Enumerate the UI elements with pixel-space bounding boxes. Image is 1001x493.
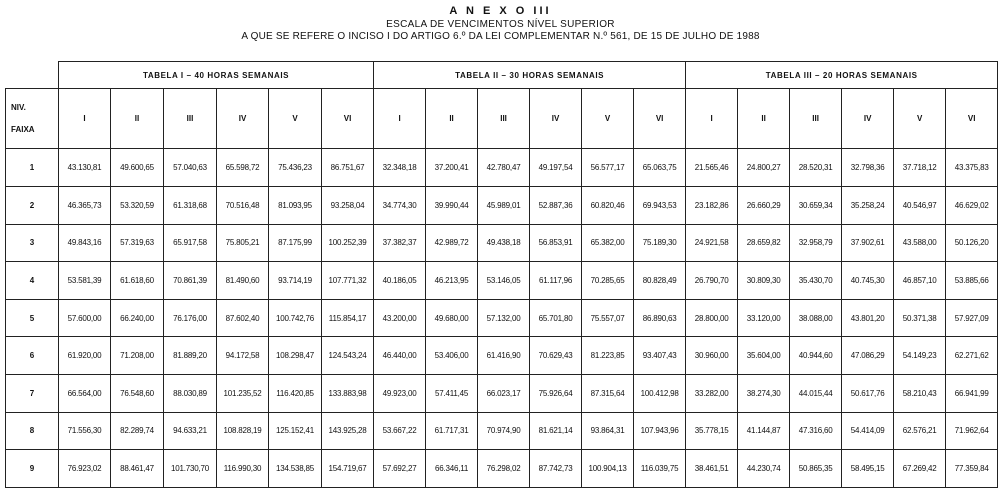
- value-cell: 54.149,23: [894, 337, 946, 375]
- value-cell: 53.146,05: [478, 262, 530, 300]
- table-i-title: TABELA I – 40 HORAS SEMANAIS: [59, 62, 374, 89]
- value-cell: 76.923,02: [59, 450, 111, 488]
- value-cell: 70.285,65: [582, 262, 634, 300]
- value-cell: 116.420,85: [269, 375, 322, 413]
- value-cell: 93.407,43: [634, 337, 686, 375]
- value-cell: 56.577,17: [582, 149, 634, 187]
- value-cell: 28.520,31: [790, 149, 842, 187]
- value-cell: 44.230,74: [738, 450, 790, 488]
- value-cell: 62.576,21: [894, 412, 946, 450]
- value-cell: 94.633,21: [164, 412, 217, 450]
- value-cell: 61.920,00: [59, 337, 111, 375]
- value-cell: 32.348,18: [374, 149, 426, 187]
- value-cell: 100.412,98: [634, 375, 686, 413]
- value-cell: 42.780,47: [478, 149, 530, 187]
- column-header: IV: [217, 89, 269, 149]
- value-cell: 69.943,53: [634, 187, 686, 225]
- value-cell: 61.318,68: [164, 187, 217, 225]
- value-cell: 37.382,37: [374, 224, 426, 262]
- value-cell: 115.854,17: [322, 299, 374, 337]
- column-header: IV: [842, 89, 894, 149]
- column-header: III: [478, 89, 530, 149]
- value-cell: 28.800,00: [686, 299, 738, 337]
- value-cell: 61.416,90: [478, 337, 530, 375]
- value-cell: 40.546,97: [894, 187, 946, 225]
- column-header: II: [111, 89, 164, 149]
- group-header-row: [6, 62, 998, 89]
- value-cell: 70.974,90: [478, 412, 530, 450]
- value-cell: 24.800,27: [738, 149, 790, 187]
- value-cell: 88.030,89: [164, 375, 217, 413]
- table-row: [6, 262, 998, 300]
- value-cell: 58.210,43: [894, 375, 946, 413]
- value-cell: 66.941,99: [946, 375, 998, 413]
- value-cell: 30.659,34: [790, 187, 842, 225]
- value-cell: 52.887,36: [530, 187, 582, 225]
- value-cell: 75.189,30: [634, 224, 686, 262]
- value-cell: 57.411,45: [426, 375, 478, 413]
- value-cell: 37.718,12: [894, 149, 946, 187]
- value-cell: 116.990,30: [217, 450, 269, 488]
- value-cell: 28.659,82: [738, 224, 790, 262]
- value-cell: 88.461,47: [111, 450, 164, 488]
- table-row: [6, 337, 998, 375]
- value-cell: 57.927,09: [946, 299, 998, 337]
- value-cell: 42.989,72: [426, 224, 478, 262]
- value-cell: 66.346,11: [426, 450, 478, 488]
- value-cell: 43.375,83: [946, 149, 998, 187]
- value-cell: 107.771,32: [322, 262, 374, 300]
- value-cell: 67.269,42: [894, 450, 946, 488]
- value-cell: 35.430,70: [790, 262, 842, 300]
- value-cell: 116.039,75: [634, 450, 686, 488]
- value-cell: 35.258,24: [842, 187, 894, 225]
- value-cell: 34.774,30: [374, 187, 426, 225]
- value-cell: 47.316,60: [790, 412, 842, 450]
- column-header-row: [6, 89, 998, 149]
- value-cell: 87.742,73: [530, 450, 582, 488]
- value-cell: 57.040,63: [164, 149, 217, 187]
- value-cell: 134.538,85: [269, 450, 322, 488]
- table-row: [6, 375, 998, 413]
- value-cell: 43.801,20: [842, 299, 894, 337]
- value-cell: 24.921,58: [686, 224, 738, 262]
- value-cell: 76.548,60: [111, 375, 164, 413]
- value-cell: 46.629,02: [946, 187, 998, 225]
- value-cell: 53.406,00: [426, 337, 478, 375]
- table-body: [6, 149, 998, 488]
- value-cell: 32.958,79: [790, 224, 842, 262]
- value-cell: 80.828,49: [634, 262, 686, 300]
- value-cell: 70.629,43: [530, 337, 582, 375]
- value-cell: 70.861,39: [164, 262, 217, 300]
- value-cell: 53.581,39: [59, 262, 111, 300]
- value-cell: 108.298,47: [269, 337, 322, 375]
- value-cell: 38.461,51: [686, 450, 738, 488]
- value-cell: 40.745,30: [842, 262, 894, 300]
- row-header-cell: [6, 89, 59, 149]
- value-cell: 100.904,13: [582, 450, 634, 488]
- value-cell: 61.117,96: [530, 262, 582, 300]
- value-cell: 61.717,31: [426, 412, 478, 450]
- table-row: [6, 149, 998, 187]
- value-cell: 108.828,19: [217, 412, 269, 450]
- column-header: III: [164, 89, 217, 149]
- faixa-label: FAIXA: [11, 124, 35, 134]
- value-cell: 76.176,00: [164, 299, 217, 337]
- value-cell: 94.172,58: [217, 337, 269, 375]
- column-header: VI: [946, 89, 998, 149]
- column-header: V: [269, 89, 322, 149]
- value-cell: 43.200,00: [374, 299, 426, 337]
- empty-corner: [6, 62, 59, 89]
- value-cell: 57.600,00: [59, 299, 111, 337]
- value-cell: 81.093,95: [269, 187, 322, 225]
- value-cell: 66.564,00: [59, 375, 111, 413]
- value-cell: 53.885,66: [946, 262, 998, 300]
- value-cell: 33.120,00: [738, 299, 790, 337]
- value-cell: 75.926,64: [530, 375, 582, 413]
- value-cell: 93.714,19: [269, 262, 322, 300]
- value-cell: 81.889,20: [164, 337, 217, 375]
- value-cell: 54.414,09: [842, 412, 894, 450]
- value-cell: 100.252,39: [322, 224, 374, 262]
- value-cell: 86.751,67: [322, 149, 374, 187]
- value-cell: 49.680,00: [426, 299, 478, 337]
- faixa-cell: 1: [6, 149, 59, 187]
- value-cell: 133.883,98: [322, 375, 374, 413]
- value-cell: 57.692,27: [374, 450, 426, 488]
- faixa-cell: 2: [6, 187, 59, 225]
- value-cell: 65.382,00: [582, 224, 634, 262]
- value-cell: 49.438,18: [478, 224, 530, 262]
- value-cell: 81.223,85: [582, 337, 634, 375]
- value-cell: 30.809,30: [738, 262, 790, 300]
- annex-title: A N E X O III: [449, 5, 552, 17]
- value-cell: 81.621,14: [530, 412, 582, 450]
- value-cell: 65.063,75: [634, 149, 686, 187]
- value-cell: 46.213,95: [426, 262, 478, 300]
- value-cell: 71.208,00: [111, 337, 164, 375]
- faixa-cell: 9: [6, 450, 59, 488]
- column-header: I: [374, 89, 426, 149]
- value-cell: 65.598,72: [217, 149, 269, 187]
- value-cell: 62.271,62: [946, 337, 998, 375]
- value-cell: 71.962,64: [946, 412, 998, 450]
- value-cell: 46.857,10: [894, 262, 946, 300]
- value-cell: 38.088,00: [790, 299, 842, 337]
- value-cell: 61.618,60: [111, 262, 164, 300]
- value-cell: 57.132,00: [478, 299, 530, 337]
- value-cell: 87.602,40: [217, 299, 269, 337]
- column-header: II: [738, 89, 790, 149]
- faixa-cell: 8: [6, 412, 59, 450]
- value-cell: 70.516,48: [217, 187, 269, 225]
- column-header: VI: [322, 89, 374, 149]
- value-cell: 46.365,73: [59, 187, 111, 225]
- column-header: I: [686, 89, 738, 149]
- value-cell: 93.258,04: [322, 187, 374, 225]
- value-cell: 58.495,15: [842, 450, 894, 488]
- value-cell: 46.440,00: [374, 337, 426, 375]
- value-cell: 44.015,44: [790, 375, 842, 413]
- niv-label: NIV.: [11, 102, 26, 112]
- column-header: II: [426, 89, 478, 149]
- value-cell: 66.023,17: [478, 375, 530, 413]
- value-cell: 37.902,61: [842, 224, 894, 262]
- value-cell: 77.359,84: [946, 450, 998, 488]
- value-cell: 35.778,15: [686, 412, 738, 450]
- faixa-cell: 5: [6, 299, 59, 337]
- column-header: III: [790, 89, 842, 149]
- faixa-cell: 6: [6, 337, 59, 375]
- value-cell: 40.944,60: [790, 337, 842, 375]
- value-cell: 75.557,07: [582, 299, 634, 337]
- annex-subtitle: ESCALA DE VENCIMENTOS NÍVEL SUPERIOR: [386, 19, 615, 30]
- value-cell: 40.186,05: [374, 262, 426, 300]
- column-header: V: [582, 89, 634, 149]
- value-cell: 75.436,23: [269, 149, 322, 187]
- value-cell: 26.790,70: [686, 262, 738, 300]
- value-cell: 53.320,59: [111, 187, 164, 225]
- value-cell: 41.144,87: [738, 412, 790, 450]
- faixa-cell: 3: [6, 224, 59, 262]
- value-cell: 47.086,29: [842, 337, 894, 375]
- table-row: [6, 450, 998, 488]
- value-cell: 23.182,86: [686, 187, 738, 225]
- value-cell: 50.617,76: [842, 375, 894, 413]
- table-row: [6, 412, 998, 450]
- salary-table: [5, 61, 998, 488]
- value-cell: 124.543,24: [322, 337, 374, 375]
- value-cell: 56.853,91: [530, 224, 582, 262]
- table-row: [6, 224, 998, 262]
- value-cell: 49.197,54: [530, 149, 582, 187]
- value-cell: 71.556,30: [59, 412, 111, 450]
- value-cell: 65.917,58: [164, 224, 217, 262]
- table-iii-title: TABELA III – 20 HORAS SEMANAIS: [686, 62, 998, 89]
- value-cell: 57.319,63: [111, 224, 164, 262]
- column-header: I: [59, 89, 111, 149]
- table-row: [6, 299, 998, 337]
- value-cell: 50.865,35: [790, 450, 842, 488]
- value-cell: 107.943,96: [634, 412, 686, 450]
- value-cell: 101.730,70: [164, 450, 217, 488]
- value-cell: 26.660,29: [738, 187, 790, 225]
- value-cell: 65.701,80: [530, 299, 582, 337]
- value-cell: 33.282,00: [686, 375, 738, 413]
- value-cell: 43.588,00: [894, 224, 946, 262]
- value-cell: 49.600,65: [111, 149, 164, 187]
- value-cell: 75.805,21: [217, 224, 269, 262]
- value-cell: 154.719,67: [322, 450, 374, 488]
- value-cell: 50.371,38: [894, 299, 946, 337]
- value-cell: 30.960,00: [686, 337, 738, 375]
- value-cell: 32.798,36: [842, 149, 894, 187]
- value-cell: 53.667,22: [374, 412, 426, 450]
- column-header: V: [894, 89, 946, 149]
- table-ii-title: TABELA II – 30 HORAS SEMANAIS: [374, 62, 686, 89]
- value-cell: 125.152,41: [269, 412, 322, 450]
- table-row: [6, 187, 998, 225]
- value-cell: 87.315,64: [582, 375, 634, 413]
- value-cell: 49.843,16: [59, 224, 111, 262]
- value-cell: 87.175,99: [269, 224, 322, 262]
- column-header: IV: [530, 89, 582, 149]
- value-cell: 101.235,52: [217, 375, 269, 413]
- value-cell: 43.130,81: [59, 149, 111, 187]
- value-cell: 60.820,46: [582, 187, 634, 225]
- faixa-cell: 7: [6, 375, 59, 413]
- value-cell: 45.989,01: [478, 187, 530, 225]
- value-cell: 93.864,31: [582, 412, 634, 450]
- value-cell: 82.289,74: [111, 412, 164, 450]
- value-cell: 38.274,30: [738, 375, 790, 413]
- value-cell: 66.240,00: [111, 299, 164, 337]
- value-cell: 21.565,46: [686, 149, 738, 187]
- value-cell: 35.604,00: [738, 337, 790, 375]
- column-header: VI: [634, 89, 686, 149]
- value-cell: 39.990,44: [426, 187, 478, 225]
- value-cell: 143.925,28: [322, 412, 374, 450]
- annex-reference: A QUE SE REFERE O INCISO I DO ARTIGO 6.º DA LEI COMPLEMENTAR N.º 561, DE 15 DE JULHO DE 1988: [241, 31, 760, 42]
- value-cell: 50.126,20: [946, 224, 998, 262]
- value-cell: 49.923,00: [374, 375, 426, 413]
- value-cell: 37.200,41: [426, 149, 478, 187]
- faixa-cell: 4: [6, 262, 59, 300]
- value-cell: 86.890,63: [634, 299, 686, 337]
- value-cell: 81.490,60: [217, 262, 269, 300]
- value-cell: 76.298,02: [478, 450, 530, 488]
- value-cell: 100.742,76: [269, 299, 322, 337]
